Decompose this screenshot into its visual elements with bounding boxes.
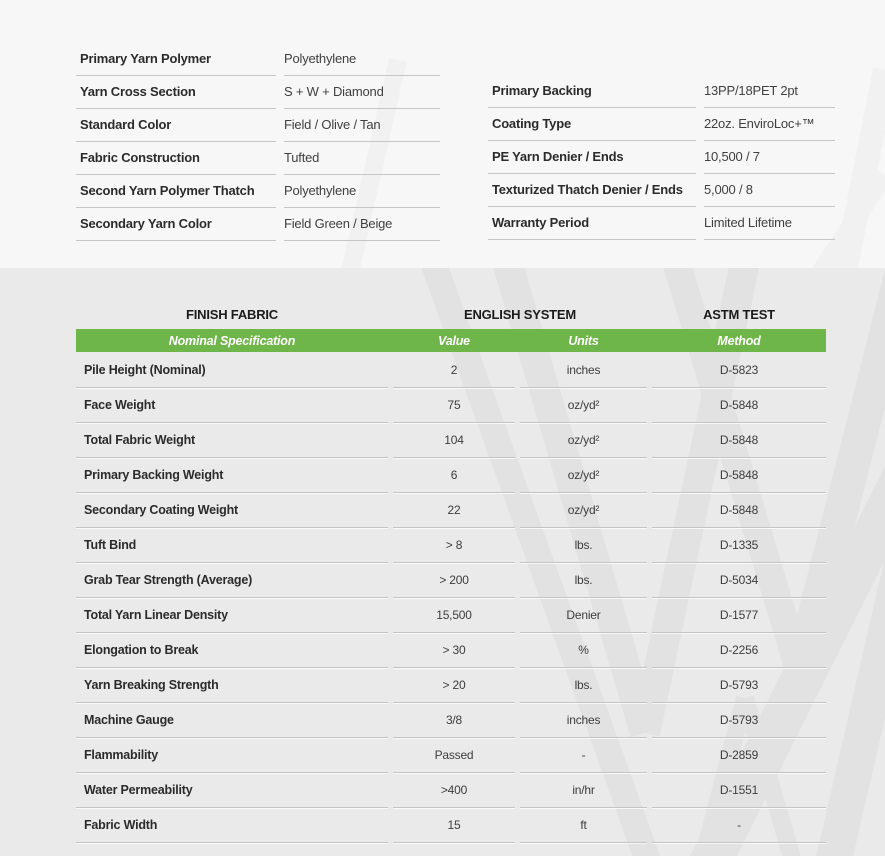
column-header-value: Value: [438, 333, 470, 348]
row-value: 22: [393, 492, 515, 528]
row-value: > 20: [393, 667, 515, 703]
table-row: [76, 807, 826, 842]
row-spec: Yarn Breaking Strength: [76, 667, 388, 703]
row-units: %: [520, 632, 647, 668]
row-value: 2: [393, 352, 515, 388]
row-value: 6: [393, 457, 515, 493]
spec-label: Yarn Cross Section: [76, 75, 276, 109]
group-header-english-system: ENGLISH SYSTEM: [463, 307, 577, 322]
spec-label: Coating Type: [488, 107, 696, 141]
spec-value: Polyethylene: [284, 42, 440, 76]
spec-label: Fabric Construction: [76, 141, 276, 175]
row-value: > 200: [393, 562, 515, 598]
row-value: 15: [393, 807, 515, 843]
row-method: D-1577: [652, 597, 826, 633]
row-value: 3/8: [393, 702, 515, 738]
row-spec: Total Fabric Weight: [76, 422, 388, 458]
row-spec: Pile Height (Nominal): [76, 352, 388, 388]
row-spec: Total Yarn Linear Density: [76, 597, 388, 633]
row-method: D-5793: [652, 702, 826, 738]
row-units: -: [520, 737, 647, 773]
table-row: [76, 737, 826, 772]
row-method: D-5823: [652, 352, 826, 388]
table-row: [76, 667, 826, 702]
row-spec: Elongation to Break: [76, 632, 388, 668]
row-units: oz/yd²: [520, 457, 647, 493]
row-method: D-5793: [652, 667, 826, 703]
row-spec: Flammability: [76, 737, 388, 773]
table-row: [76, 632, 826, 667]
row-spec: Water Permeability: [76, 772, 388, 808]
row-value: 75: [393, 387, 515, 423]
row-method: -: [652, 807, 826, 843]
column-header-units: Units: [568, 333, 599, 348]
spec-row: [488, 206, 835, 239]
row-value: > 8: [393, 527, 515, 563]
group-header-astm-test: ASTM TEST: [703, 307, 775, 322]
group-header-finish-fabric: FINISH FABRIC: [185, 307, 278, 322]
row-method: D-5848: [652, 422, 826, 458]
spec-row: [76, 75, 440, 108]
row-units: in/hr: [520, 772, 647, 808]
row-units: Denier: [520, 597, 647, 633]
column-header-nominal-specification: Nominal Specification: [168, 333, 296, 348]
spec-label: Primary Yarn Polymer: [76, 42, 276, 76]
row-spec: Secondary Coating Weight: [76, 492, 388, 528]
table-row: [76, 352, 826, 387]
table-group-header: [76, 300, 826, 329]
row-method: D-5848: [652, 387, 826, 423]
row-value: >400: [393, 772, 515, 808]
row-units: oz/yd²: [520, 492, 647, 528]
spec-value: Polyethylene: [284, 174, 440, 208]
table-row: [76, 597, 826, 632]
spec-label: Primary Backing: [488, 74, 696, 108]
spec-row: [76, 108, 440, 141]
table-row: [76, 527, 826, 562]
spec-value: 10,500 / 7: [704, 140, 835, 174]
spec-value: 5,000 / 8: [704, 173, 835, 207]
spec-value: Field / Olive / Tan: [284, 108, 440, 142]
row-spec: Face Weight: [76, 387, 388, 423]
spec-value: Tufted: [284, 141, 440, 175]
spec-row: [76, 174, 440, 207]
spec-row: [488, 74, 835, 107]
spec-label: Standard Color: [76, 108, 276, 142]
row-units: lbs.: [520, 527, 647, 563]
spec-label: Secondary Yarn Color: [76, 207, 276, 241]
table-row: [76, 702, 826, 737]
spec-label: Texturized Thatch Denier / Ends: [488, 173, 696, 207]
row-units: lbs.: [520, 667, 647, 703]
spec-row: [488, 173, 835, 206]
yarn-spec-table: [76, 42, 440, 240]
spec-row: [488, 107, 835, 140]
row-method: D-2256: [652, 632, 826, 668]
row-method: D-1335: [652, 527, 826, 563]
row-units: inches: [520, 352, 647, 388]
row-value: 104: [393, 422, 515, 458]
row-units: oz/yd²: [520, 387, 647, 423]
row-spec: Tuft Bind: [76, 527, 388, 563]
row-units: inches: [520, 702, 647, 738]
table-row: [76, 387, 826, 422]
spec-value: Limited Lifetime: [704, 206, 835, 240]
row-method: D-2859: [652, 737, 826, 773]
row-units: ft: [520, 807, 647, 843]
row-method: D-5034: [652, 562, 826, 598]
row-method: D-1551: [652, 772, 826, 808]
spec-label: PE Yarn Denier / Ends: [488, 140, 696, 174]
table-column-header-bar: [76, 329, 826, 352]
row-units: lbs.: [520, 562, 647, 598]
spec-value: 22oz. EnviroLoc+™: [704, 107, 835, 141]
spec-row: [76, 141, 440, 174]
spec-row: [488, 140, 835, 173]
table-row: [76, 562, 826, 597]
row-spec: Primary Backing Weight: [76, 457, 388, 493]
spec-value: 13PP/18PET 2pt: [704, 74, 835, 108]
table-row: [76, 772, 826, 807]
row-spec: Machine Gauge: [76, 702, 388, 738]
column-header-method: Method: [717, 333, 761, 348]
spec-value: S + W + Diamond: [284, 75, 440, 109]
row-value: 15,500: [393, 597, 515, 633]
finish-fabric-table: [76, 300, 826, 842]
spec-value: Field Green / Beige: [284, 207, 440, 241]
spec-label: Warranty Period: [488, 206, 696, 240]
row-units: oz/yd²: [520, 422, 647, 458]
backing-spec-table: [488, 74, 835, 239]
table-row: [76, 422, 826, 457]
row-spec: Grab Tear Strength (Average): [76, 562, 388, 598]
row-value: > 30: [393, 632, 515, 668]
spec-row: [76, 207, 440, 240]
row-method: D-5848: [652, 492, 826, 528]
table-row: [76, 457, 826, 492]
table-row: [76, 492, 826, 527]
spec-label: Second Yarn Polymer Thatch: [76, 174, 276, 208]
row-spec: Fabric Width: [76, 807, 388, 843]
row-value: Passed: [393, 737, 515, 773]
spec-row: [76, 42, 440, 75]
row-method: D-5848: [652, 457, 826, 493]
